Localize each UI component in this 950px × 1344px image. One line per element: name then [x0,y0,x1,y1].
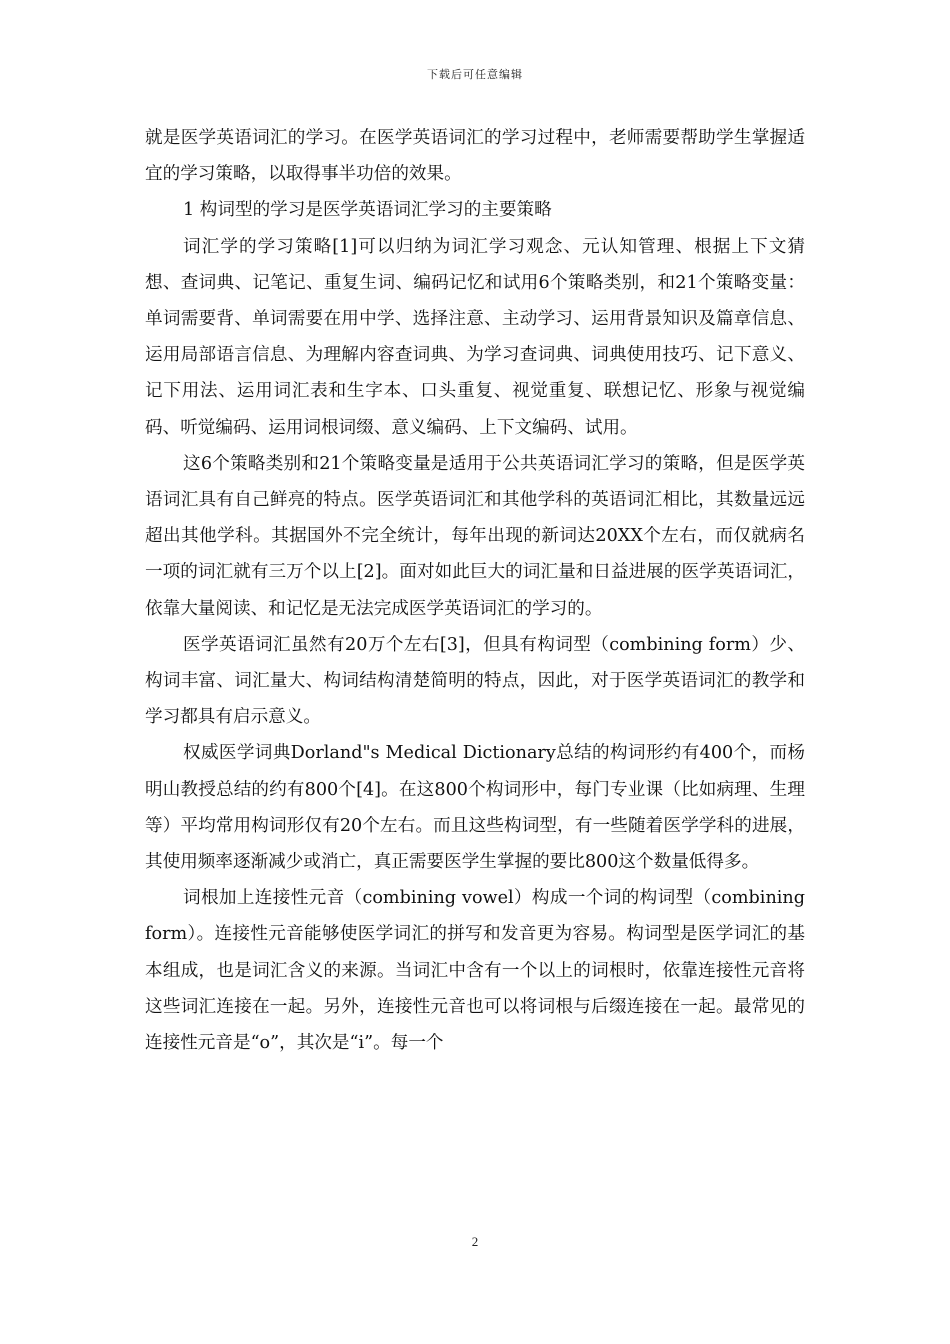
page-header: 下载后可任意编辑 [427,68,523,81]
paragraph-combining-vowel: 词根加上连接性元音（combining vowel）构成一个词的构词型（combining form）。连接性元音能够使医学词汇的拼写和发音更为容易。构词型是医学词汇的基本组成，也是词汇含义的来源。当词汇中含有一个以上的词根时，依靠连接性元音将这些词汇连接在一起。另外，连接性元音也可以将词根与后缀连接在一起。最常见的连接性元音是“o”，其次是“i”。每一个 [145,888,805,1054]
page-number: 2 [471,1234,479,1249]
paragraph-continuation: 就是医学英语词汇的学习。在医学英语词汇的学习过程中，老师需要帮助学生掌握适宜的学习策略，以取得事半功倍的效果。 [145,128,805,185]
section-heading: 1 构词型的学习是医学英语词汇学习的主要策略 [183,200,552,221]
paragraph-combining-form: 医学英语词汇虽然有20万个左右[3]，但具有构词型（combining form）少、构词丰富、词汇量大、构词结构清楚简明的特点，因此，对于医学英语词汇的教学和学习都具有启示意义。 [145,634,805,728]
paragraph-dictionary: 权威医学词典Dorland"s Medical Dictionary总结的构词形约有400个，而杨明山教授总结的约有800个[4]。在这800个构词形中，每门专业课（比如病理、生理等）平均常用构词形仅有20个左右。而且这些构词型，有一些随着医学学科的进展，其使用频率逐渐减少或消亡，真正需要医学生掌握的要比800这个数量低得多。 [145,743,805,873]
paragraph-strategies: 词汇学的学习策略[1]可以归纳为词汇学习观念、元认知管理、根据上下文猜想、查词典、记笔记、重复生词、编码记忆和试用6个策略类别，和21个策略变量：单词需要背、单词需要在用中学、选择注意、主动学习、运用背景知识及篇章信息、运用局部语言信息、为理解内容查词典、为学习查词典、词典使用技巧、记下意义、记下用法、运用词汇表和生字本、口头重复、视觉重复、联想记忆、形象与视觉编码、听觉编码、运用词根词缀、意义编码、上下文编码、试用。 [145,236,805,438]
paragraph-characteristics: 这6个策略类别和21个策略变量是适用于公共英语词汇学习的策略，但是医学英语词汇具有自己鲜亮的特点。医学英语词汇和其他学科的英语词汇相比，其数量远远超出其他学科。其据国外不完全统计，每年出现的新词达20XX个左右，而仅就病名一项的词汇就有三万个以上[2]。面对如此巨大的词汇量和日益进展的医学英语词汇，依靠大量阅读、和记忆是无法完成医学英语词汇的学习的。 [145,453,805,619]
document-body [145,120,805,1061]
